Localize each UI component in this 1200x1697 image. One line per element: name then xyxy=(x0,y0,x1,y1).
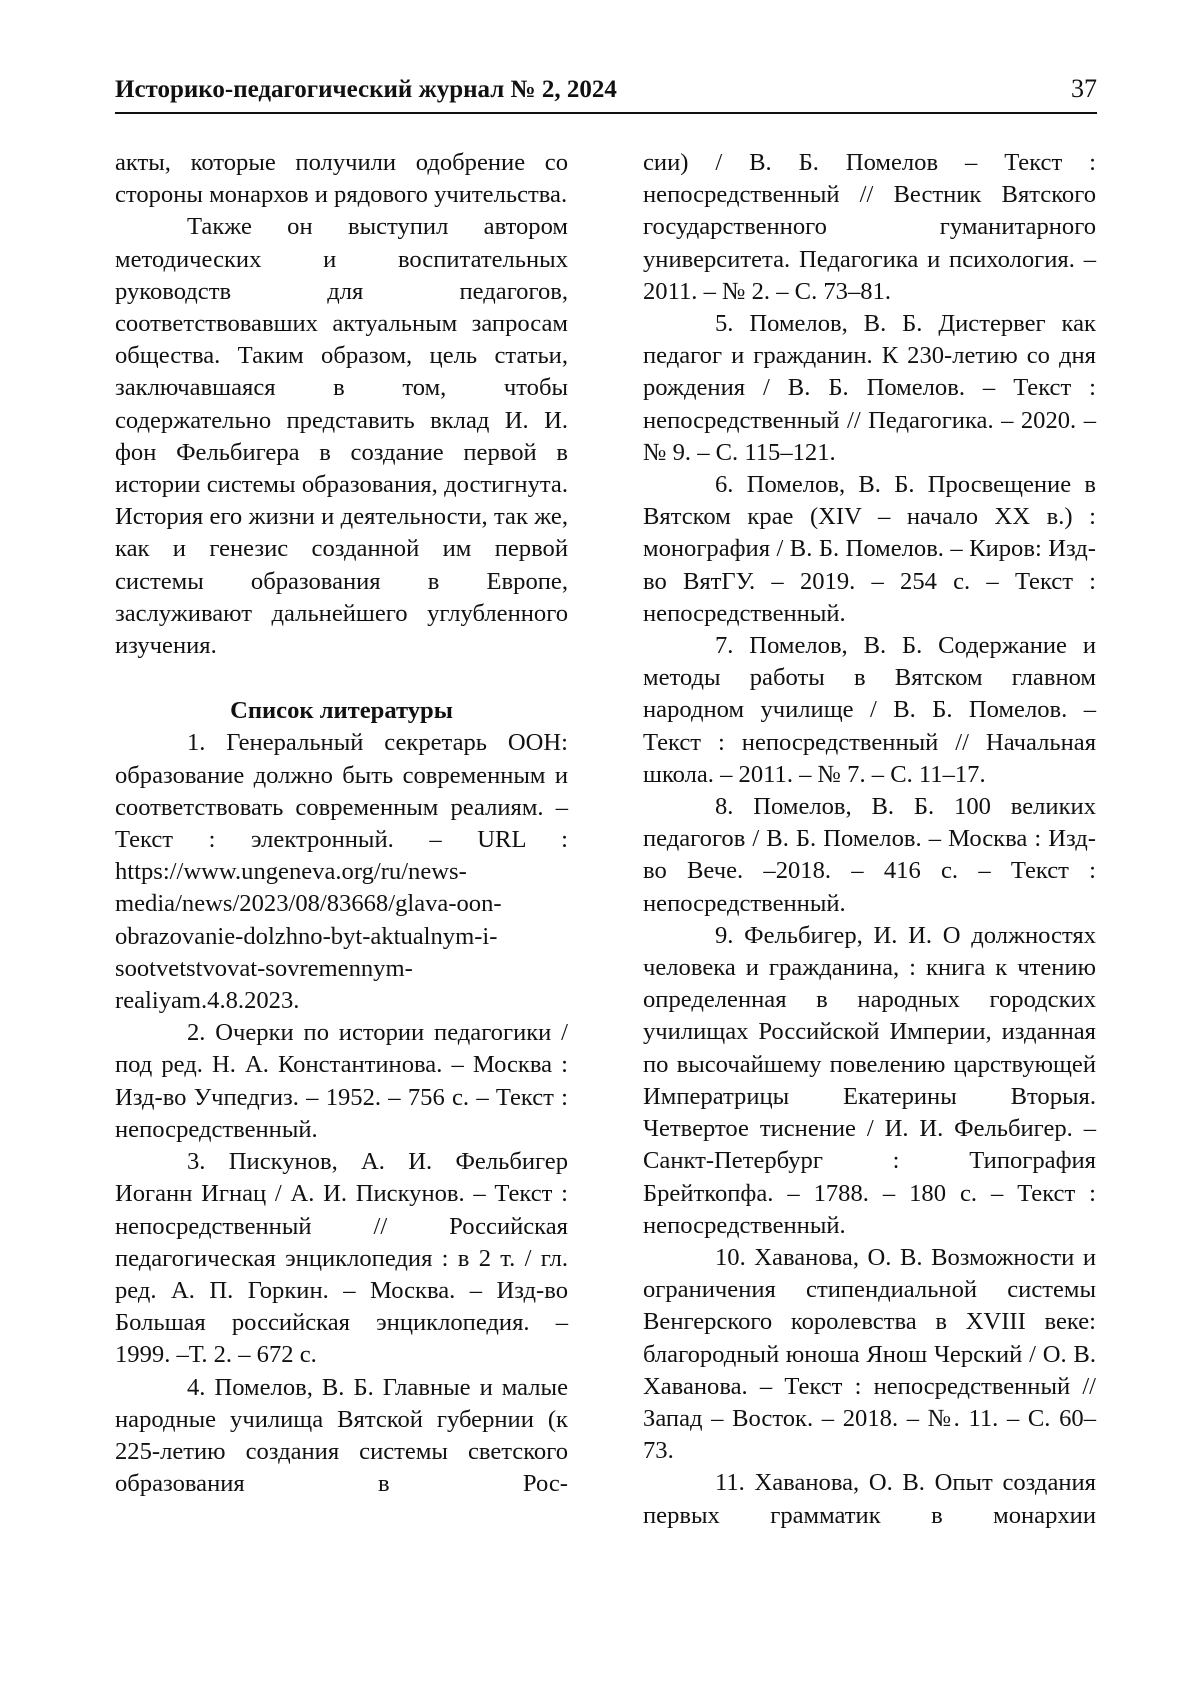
reference-item-4: 4. Помелов, В. Б. Главные и малые народные училища Вятской губернии (к 225-летию создания системы светского образования в Рос- xyxy=(115,1373,568,1498)
reference-item-11: 11. Хаванова, О. В. Опыт создания первых грамматик в монархии xyxy=(643,1469,1096,1529)
running-header xyxy=(115,72,1097,114)
reference-item-5: 5. Помелов, В. Б. Дистервег как педагог и гражданин. К 230-летию со дня рождения / В. Б. Помелов. – Текст : непосредственный // Педагогика. – 2020. – № 9. – С. 115–121. xyxy=(643,310,1096,466)
reference-item-10: 10. Хаванова, О. В. Возможности и ограничения стипендиальной системы Венгерского королевства в XVIII веке: благородный юноша Янош Черский / О. В. Хаванова. – Текст : непосредственный // Запад – Восток. – 2018. – №. 11. – С. 60–73. xyxy=(643,1243,1096,1465)
references-heading: Список литературы xyxy=(230,697,453,725)
body-paragraph: Также он выступил автором методических и воспитательных руководств для педагогов, соответствовавших актуальным запросам общества. Таким образом, цель статьи, заключавшаяся в том, чтобы содержательно представить вклад И. И. фон Фельбигера в создание первой в истории системы образования, достигнута. История его жизни и деятельности, так же, как и генезис созданной им первой системы образования в Европе, заслуживают дальнейшего углубленного изучения. xyxy=(115,213,568,660)
left-column xyxy=(115,147,568,1500)
reference-item-3: 3. Пискунов, А. И. Фельбигер Иоганн Игнац / А. И. Пискунов. – Текст : непосредственный // Российская педагогическая энциклопедия : в 2 т. / гл. ред. А. П. Горкин. – Москва. – Изд-во Большая российская энциклопедия. – 1999. –Т. 2. – 672 с. xyxy=(115,1148,568,1369)
reference-item-6: 6. Помелов, В. Б. Просвещение в Вятском крае (XIV – начало XX в.) : монография / В. Б. Помелов. – Киров: Изд-во ВятГУ. – 2019. – 254 с. – Текст : непосредственный. xyxy=(643,471,1096,627)
journal-title: Историко-педагогический журнал № 2, 2024 xyxy=(115,76,617,103)
reference-item-9: 9. Фельбигер, И. И. О должностях человека и гражданина, : книга к чтению определенная в народных городских училищах Российской Империи, изданная по высочайшему повелению царствующей Императрицы Екатерины Вторыя. Четвертое тиснение / И. И. Фельбигер. – Санкт-Петербург : Типография Брейткопфа. – 1788. – 180 с. – Текст : непосредственный. xyxy=(643,921,1096,1239)
body-paragraph-continuation: акты, которые получили одобрение со стороны монархов и рядового учительства. xyxy=(115,149,568,209)
reference-item-7: 7. Помелов, В. Б. Содержание и методы работы в Вятском главном народном училище / В. Б. Помелов. – Текст : непосредственный // Начальная школа. – 2011. – № 7. – С. 11–17. xyxy=(643,632,1096,788)
right-column xyxy=(643,147,1096,1532)
reference-item-8: 8. Помелов, В. Б. 100 великих педагогов / В. Б. Помелов. – Москва : Изд-во Вече. –2018. – 416 с. – Текст : непосредственный. xyxy=(643,793,1096,917)
page-number: 37 xyxy=(1071,74,1097,103)
reference-item-1: 1. Генеральный секретарь ООН: образование должно быть современным и соответствовать современным реалиям. – Текст : электронный. – URL : https://www.ungeneva.org/ru/news-media/news/2023/08/83668/glava-oon-obrazovanie-dolzhno-byt-aktualnym-i-sootvetstvovat-sovremennym-realiyam.4.8.2023. xyxy=(115,729,568,1015)
reference-item-4-continuation: сии) / В. Б. Помелов – Текст : непосредственный // Вестник Вятского государственного гуманитарного университета. Педагогика и психология. – 2011. – № 2. – С. 73–81. xyxy=(643,149,1096,305)
reference-item-2: 2. Очерки по истории педагогики / под ред. Н. А. Константинова. – Москва : Изд-во Учпедгиз. – 1952. – 756 с. – Текст : непосредственный. xyxy=(115,1019,568,1143)
